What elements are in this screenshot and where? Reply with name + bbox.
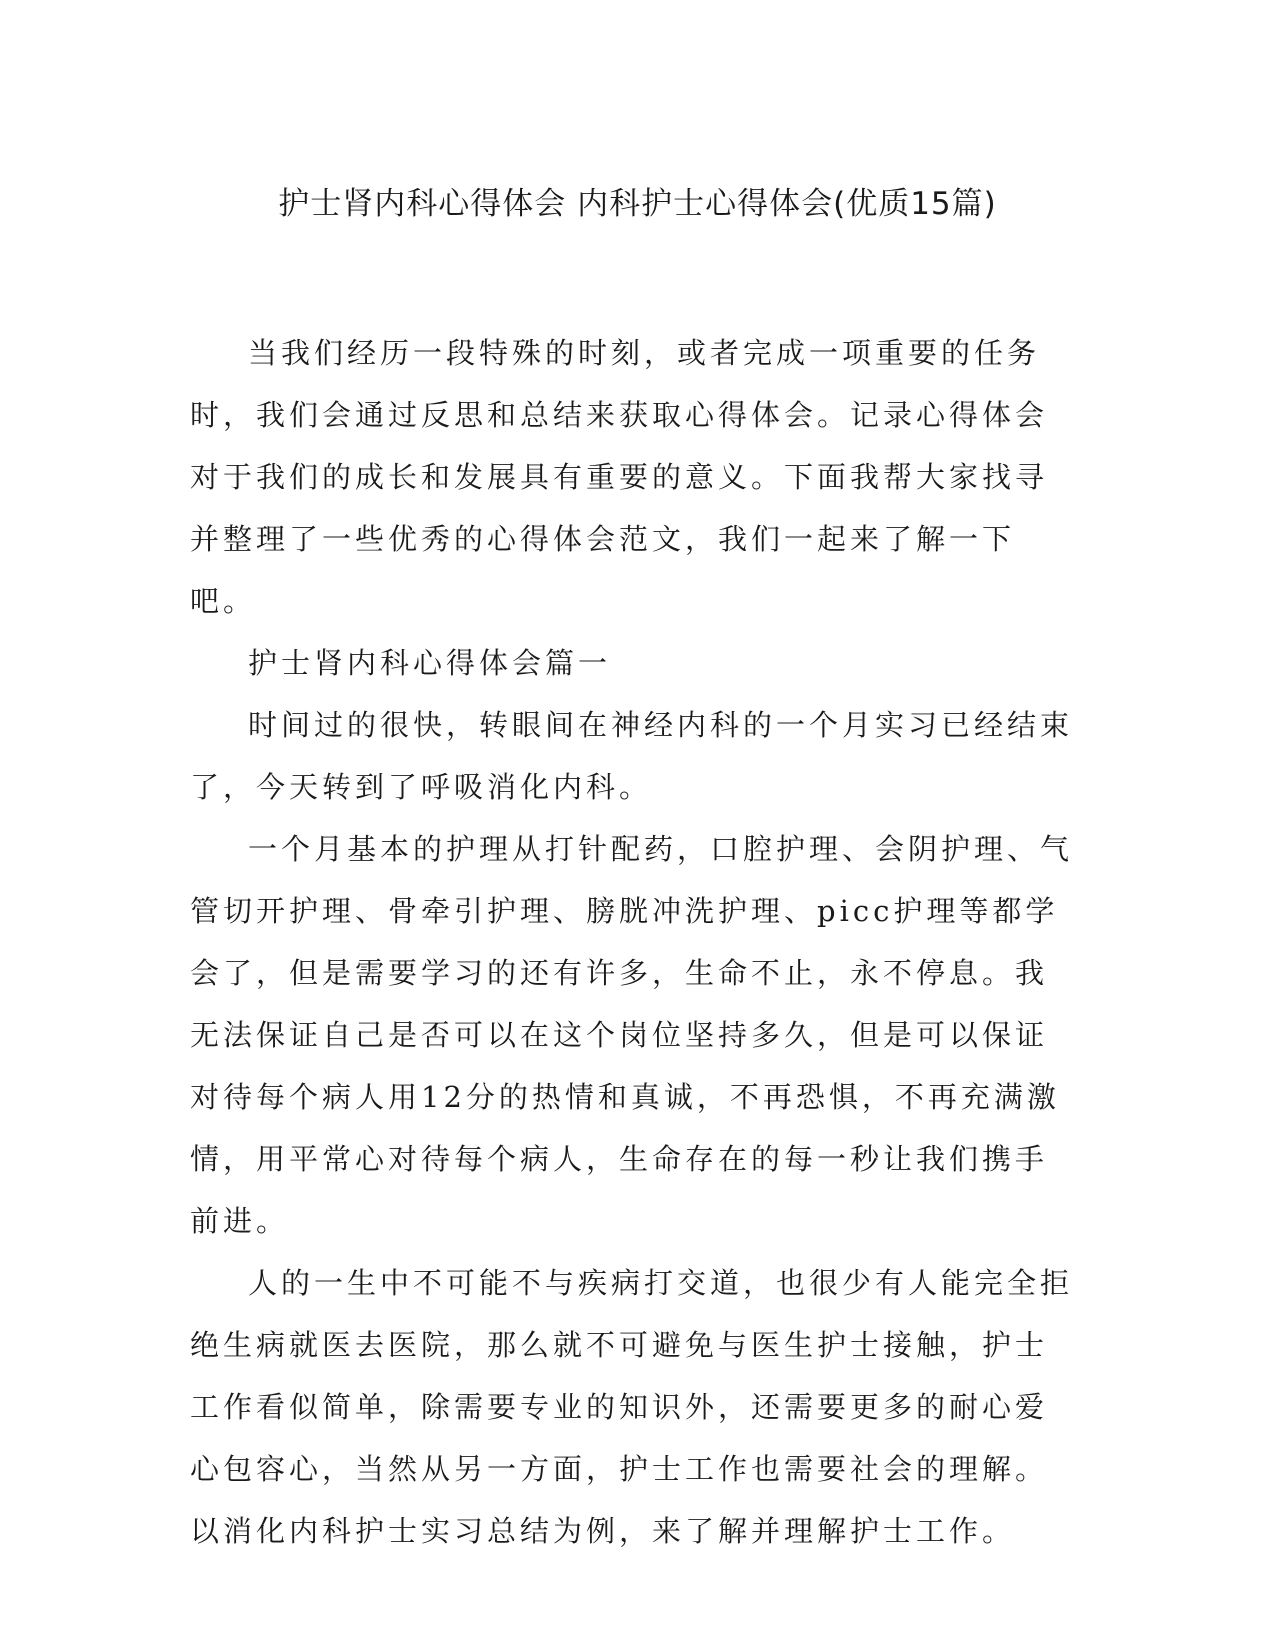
paragraph: 时间过的很快，转眼间在神经内科的一个月实习已经结束了，今天转到了呼吸消化内科。 xyxy=(190,708,1074,804)
paragraph: 一个月基本的护理从打针配药，口腔护理、会阴护理、气管切开护理、骨牵引护理、膀胱冲洗护理、picc护理等都学会了，但是需要学习的还有许多，生命不止，永不停息。我无法保证自己是否可以在这个岗位坚持多久，但是可以保证对待每个病人用12分的热情和真诚，不再恐惧，不再充满激情，用平常心对待每个病人，生命存在的每一秒让我们携手前进。 xyxy=(190,832,1074,1238)
section-heading: 护士肾内科心得体会篇一 xyxy=(248,646,612,680)
paragraph: 人的一生中不可能不与疾病打交道，也很少有人能完全拒绝生病就医去医院，那么就不可避免与医生护士接触，护士工作看似简单，除需要专业的知识外，还需要更多的耐心爱心包容心，当然从另一方面，护士工作也需要社会的理解。以消化内科护士实习总结为例，来了解并理解护士工作。 xyxy=(190,1266,1074,1548)
document-body xyxy=(190,322,1080,1562)
document-title: 护士肾内科心得体会 内科护士心得体会(优质15篇) xyxy=(278,186,997,222)
paragraph-intro: 当我们经历一段特殊的时刻，或者完成一项重要的任务时，我们会通过反思和总结来获取心得体会。记录心得体会对于我们的成长和发展具有重要的意义。下面我帮大家找寻并整理了一些优秀的心得体会范文，我们一起来了解一下吧。 xyxy=(190,336,1049,618)
